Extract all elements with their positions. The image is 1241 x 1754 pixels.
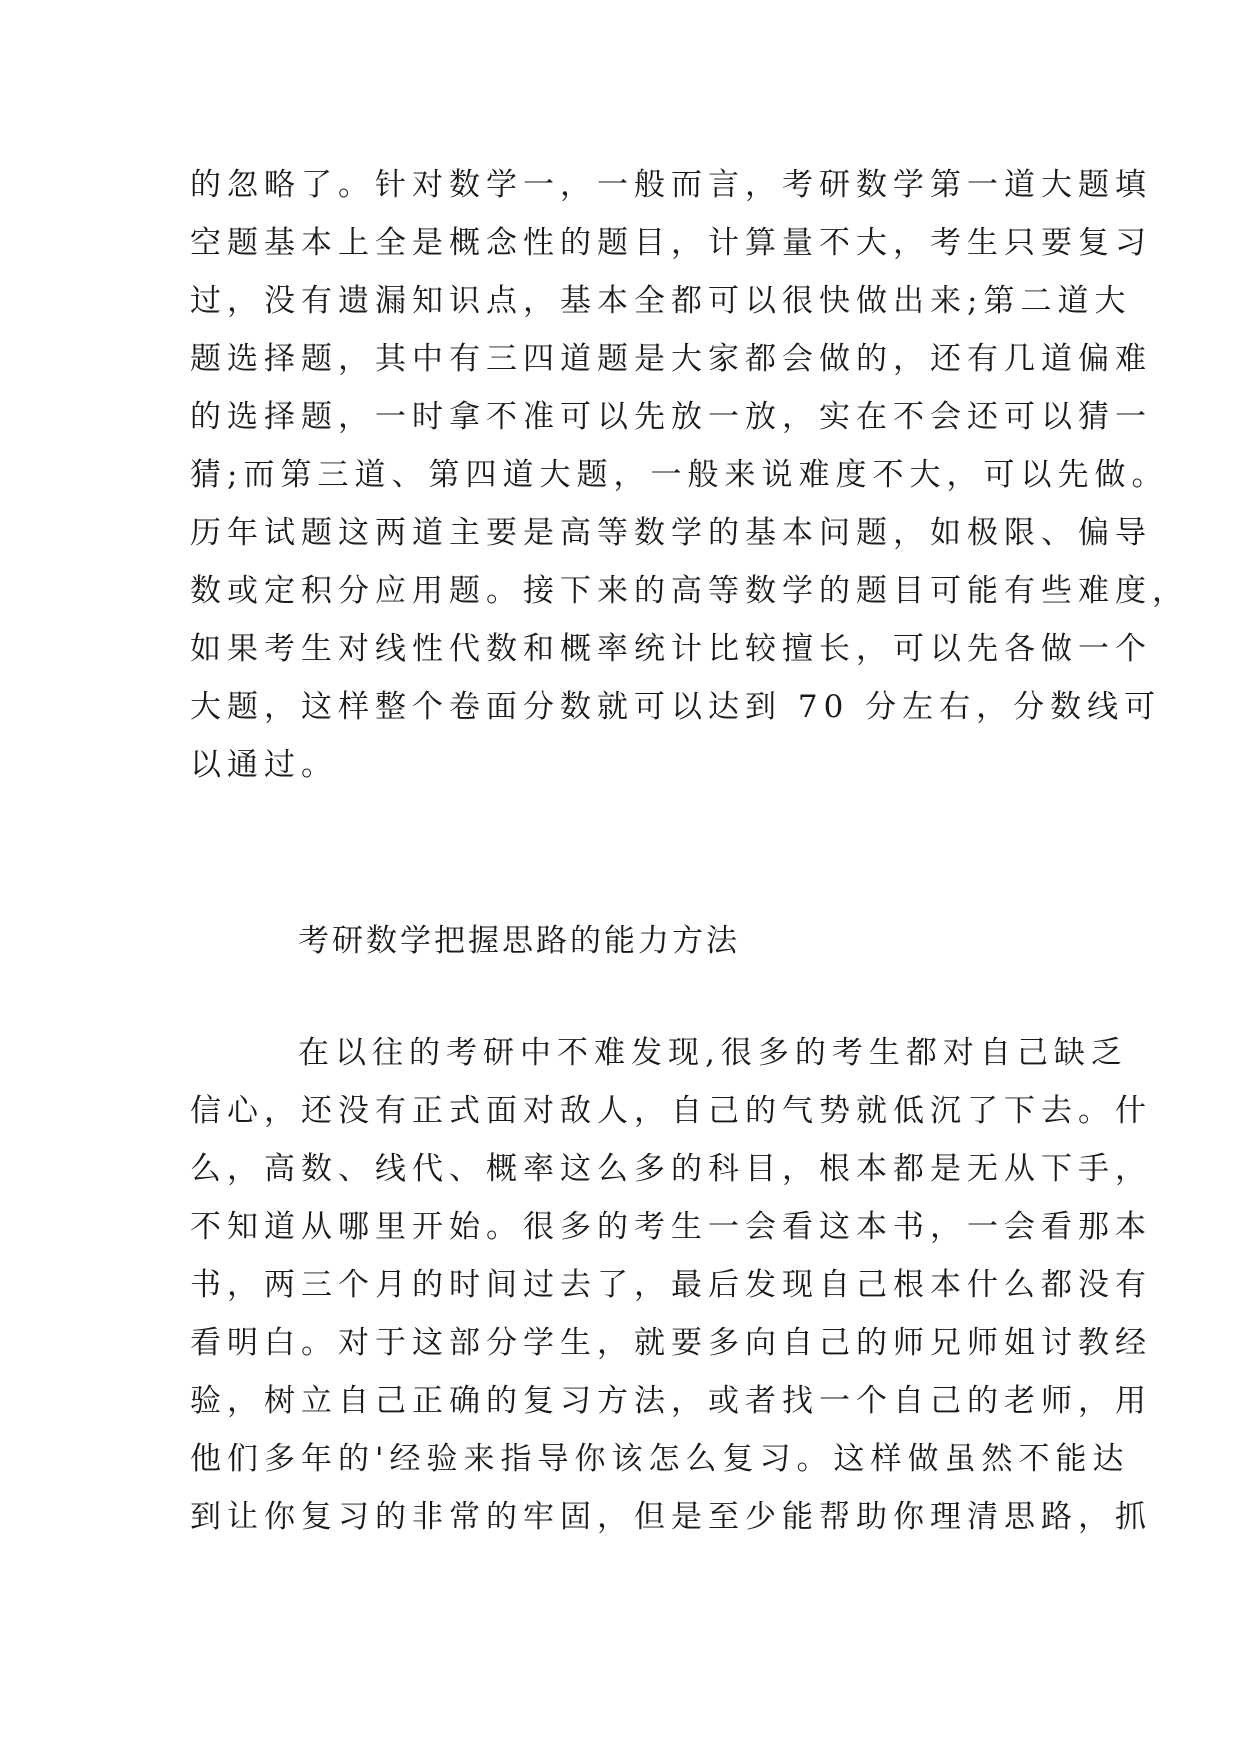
paragraph-1-line-9: 如果考生对线性代数和概率统计比较擅长，可以先各做一个	[190, 631, 1152, 667]
paragraph-2-line-6: 看明白。对于这部分学生，就要多向自己的师兄师姐讨教经	[190, 1325, 1152, 1361]
section-heading: 考研数学把握思路的能力方法	[298, 923, 740, 959]
paragraph-1-line-6: 猜;而第三道、第四道大题，一般来说难度不大，可以先做。	[190, 457, 1169, 493]
paragraph-1-line-8: 数或定积分应用题。接下来的高等数学的题目可能有些难度，	[190, 573, 1189, 609]
paragraph-1-line-7: 历年试题这两道主要是高等数学的基本问题，如极限、偏导	[190, 515, 1152, 551]
paragraph-2-line-9: 到让你复习的非常的牢固，但是至少能帮助你理清思路，抓	[190, 1499, 1152, 1535]
paragraph-2-line-8: 他们多年的'经验来指导你该怎么复习。这样做虽然不能达	[190, 1441, 1130, 1477]
paragraph-1-line-5: 的选择题，一时拿不准可以先放一放，实在不会还可以猜一	[190, 399, 1152, 435]
paragraph-2-line-1: 在以往的考研中不难发现,很多的考生都对自己缺乏	[298, 1035, 1128, 1071]
paragraph-1-line-10: 大题，这样整个卷面分数就可以达到 70 分左右，分数线可	[190, 689, 1162, 725]
paragraph-2-line-3: 么，高数、线代、概率这么多的科目，根本都是无从下手，	[190, 1151, 1152, 1187]
paragraph-2-line-4: 不知道从哪里开始。很多的考生一会看这本书，一会看那本	[190, 1209, 1152, 1245]
paragraph-1-line-3: 过，没有遗漏知识点，基本全都可以很快做出来;第二道大	[190, 283, 1132, 319]
paragraph-1-line-2: 空题基本上全是概念性的题目，计算量不大，考生只要复习	[190, 225, 1152, 261]
paragraph-2-line-2: 信心，还没有正式面对敌人，自己的气势就低沉了下去。什	[190, 1093, 1152, 1129]
paragraph-1-line-11: 以通过。	[190, 747, 338, 783]
paragraph-1-line-1: 的忽略了。针对数学一，一般而言，考研数学第一道大题填	[190, 167, 1152, 203]
paragraph-2-line-5: 书，两三个月的时间过去了，最后发现自己根本什么都没有	[190, 1267, 1152, 1303]
paragraph-2-line-7: 验，树立自己正确的复习方法，或者找一个自己的老师，用	[190, 1383, 1152, 1419]
paragraph-1-line-4: 题选择题，其中有三四道题是大家都会做的，还有几道偏难	[190, 341, 1152, 377]
